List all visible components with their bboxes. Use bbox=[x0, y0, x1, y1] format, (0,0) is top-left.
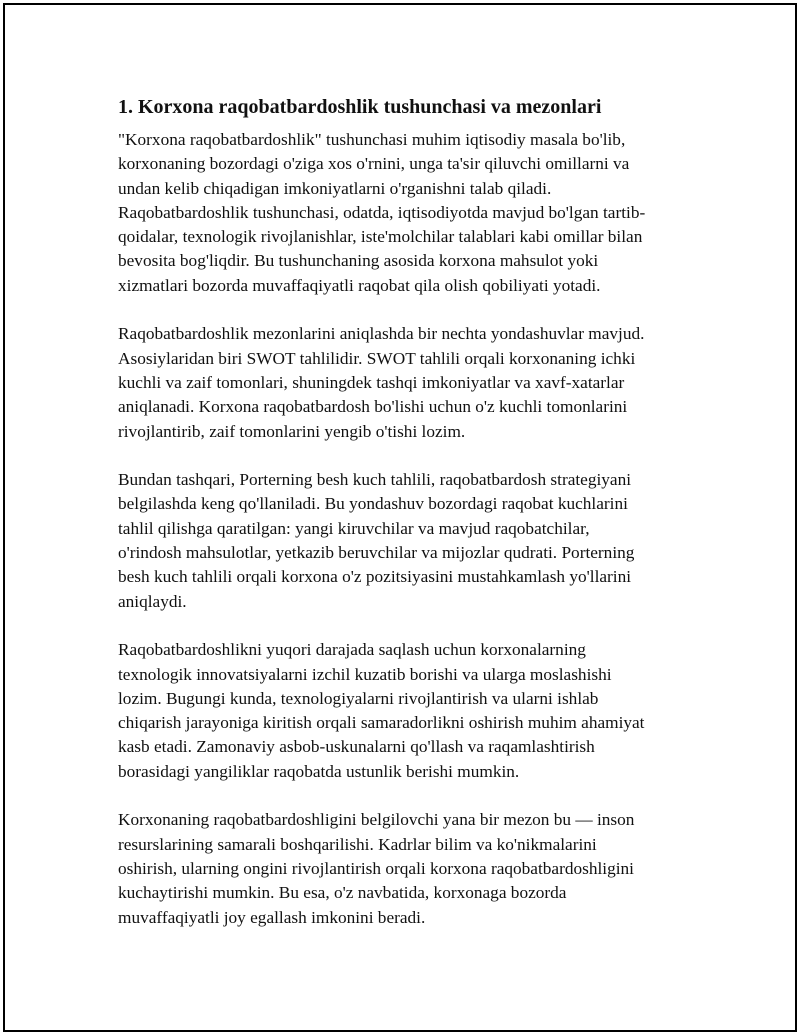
paragraph-line: chiqarish jarayoniga kiritish orqali samaradorlikni oshirish muhim ahamiyat bbox=[118, 713, 645, 733]
paragraph-line: qoidalar, texnologik rivojlanishlar, iste'molchilar talablari kabi omillar bilan bbox=[118, 227, 643, 247]
paragraph-line: tahlil qilishga qaratilgan: yangi kiruvchilar va mavjud raqobatchilar, bbox=[118, 518, 590, 538]
paragraph-line: borasidagi yangiliklar raqobatda ustunlik berishi mumkin. bbox=[118, 761, 520, 781]
paragraph-line: lozim. Bugungi kunda, texnologiyalarni rivojlantirish va ularni ishlab bbox=[118, 688, 599, 708]
paragraph-line: bevosita bog'liqdir. Bu tushunchaning asosida korxona mahsulot yoki bbox=[118, 251, 599, 271]
document-body bbox=[118, 94, 678, 954]
paragraph bbox=[118, 808, 678, 929]
paragraph-line: oshirish, ularning ongini rivojlantirish orqali korxona raqobatbardoshligini bbox=[118, 858, 634, 878]
paragraph-line: Korxonaning raqobatbardoshligini belgilovchi yana bir mezon bu — inson bbox=[118, 810, 635, 830]
paragraph-line: belgilashda keng qo'llaniladi. Bu yondashuv bozordagi raqobat kuchlarini bbox=[118, 494, 628, 514]
paragraph-line: kuchli va zaif tomonlari, shuningdek tashqi imkoniyatlar va xavf-xatarlar bbox=[118, 372, 625, 392]
paragraph bbox=[118, 468, 678, 614]
paragraph-line: aniqlanadi. Korxona raqobatbardosh bo'lishi uchun o'z kuchli tomonlarini bbox=[118, 397, 628, 417]
paragraph-line: aniqlaydi. bbox=[118, 591, 187, 611]
paragraph-line: Raqobatbardoshlik tushunchasi, odatda, iqtisodiyotda mavjud bo'lgan tartib- bbox=[118, 202, 646, 222]
paragraph-line: o'rindosh mahsulotlar, yetkazib beruvchilar va mijozlar qudrati. Porterning bbox=[118, 543, 635, 563]
paragraph-line: undan kelib chiqadigan imkoniyatlarni o'rganishni talab qiladi. bbox=[118, 178, 552, 198]
paragraph-line: Raqobatbardoshlik mezonlarini aniqlashda bir nechta yondashuvlar mavjud. bbox=[118, 324, 645, 344]
paragraph-line: "Korxona raqobatbardoshlik" tushunchasi muhim iqtisodiy masala bo'lib, bbox=[118, 130, 626, 149]
paragraph bbox=[118, 638, 678, 784]
paragraph-line: Bundan tashqari, Porterning besh kuch tahlili, raqobatbardosh strategiyani bbox=[118, 470, 632, 490]
paragraph-line: kuchaytirishi mumkin. Bu esa, o'z navbatida, korxonaga bozorda bbox=[118, 883, 567, 903]
paragraph-line: texnologik innovatsiyalarni izchil kuzatib borishi va ularga moslashishi bbox=[118, 664, 612, 684]
paragraph-line: korxonaning bozordagi o'ziga xos o'rnini, unga ta'sir qiluvchi omillarni va bbox=[118, 154, 630, 174]
paragraph bbox=[118, 322, 678, 443]
paragraph-line: rivojlantirib, zaif tomonlarini yengib o'tishi lozim. bbox=[118, 421, 466, 441]
paragraph-line: xizmatlari bozorda muvaffaqiyatli raqobat qila olish qobiliyati yotadi. bbox=[118, 275, 601, 295]
paragraph-line: Raqobatbardoshlikni yuqori darajada saqlash uchun korxonalarning bbox=[118, 640, 586, 660]
paragraph-line: Asosiylaridan biri SWOT tahlilidir. SWOT tahlili orqali korxonaning ichki bbox=[118, 348, 636, 368]
paragraph-line: muvaffaqiyatli joy egallash imkonini beradi. bbox=[118, 907, 426, 927]
section-heading: 1. Korxona raqobatbardoshlik tushunchasi va mezonlari bbox=[118, 96, 602, 118]
paragraph-line: besh kuch tahlili orqali korxona o'z pozitsiyasini mustahkamlash yo'llarini bbox=[118, 567, 632, 587]
paragraph bbox=[118, 128, 678, 298]
paragraph-line: resurslarining samarali boshqarilishi. Kadrlar bilim va ko'nikmalarini bbox=[118, 834, 597, 854]
paragraph-line: kasb etadi. Zamonaviy asbob-uskunalarni qo'llash va raqamlashtirish bbox=[118, 737, 595, 757]
paragraphs bbox=[118, 128, 678, 930]
